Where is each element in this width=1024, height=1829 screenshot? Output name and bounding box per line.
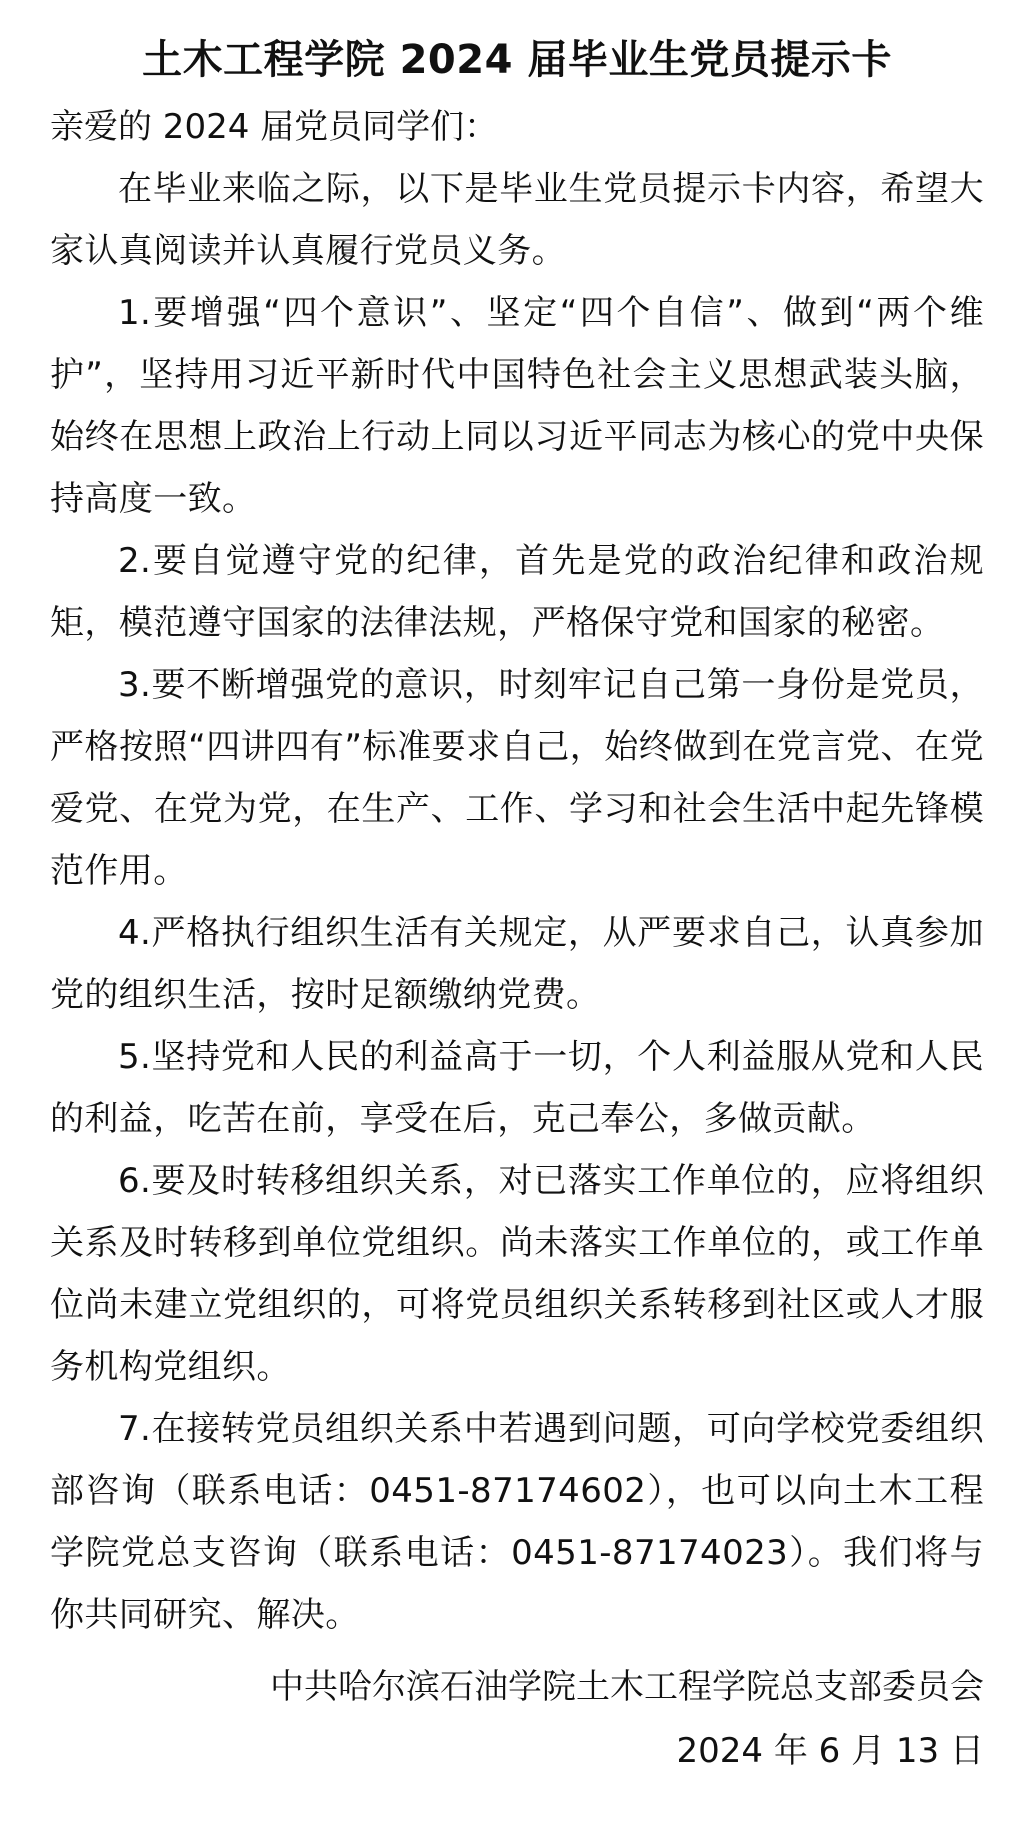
document-title: 土木工程学院 2024 届毕业生党员提示卡 bbox=[142, 37, 892, 83]
salutation: 亲爱的 2024 届党员同学们： bbox=[50, 107, 499, 147]
list-item-5: 5.坚持党和人民的利益高于一切，个人利益服从党和人民的利益，吃苦在前，享受在后，克己奉公，多做贡献。 bbox=[50, 1037, 984, 1139]
list-item-4: 4.严格执行组织生活有关规定，从严要求自己，认真参加党的组织生活，按时足额缴纳党费。 bbox=[50, 913, 984, 1015]
list-item-1: 1.要增强“四个意识”、坚定“四个自信”、做到“两个维护”，坚持用习近平新时代中国特色社会主义思想武装头脑，始终在思想上政治上行动上同以习近平同志为核心的党中央保持高度一致。 bbox=[50, 293, 984, 519]
signature: 中共哈尔滨石油学院土木工程学院总支部委员会 bbox=[270, 1667, 984, 1707]
list-item-7: 7.在接转党员组织关系中若遇到问题，可向学校党委组织部咨询（联系电话：0451-87174602），也可以向土木工程学院党总支咨询（联系电话：0451-87174023）。我们将与你共同研究、解决。 bbox=[50, 1409, 984, 1635]
date: 2024 年 6 月 13 日 bbox=[676, 1731, 984, 1771]
list-item-3: 3.要不断增强党的意识，时刻牢记自己第一身份是党员，严格按照“四讲四有”标准要求自己，始终做到在党言党、在党爱党、在党为党，在生产、工作、学习和社会生活中起先锋模范作用。 bbox=[50, 665, 984, 891]
list-item-6: 6.要及时转移组织关系，对已落实工作单位的，应将组织关系及时转移到单位党组织。尚未落实工作单位的，或工作单位尚未建立党组织的，可将党员组织关系转移到社区或人才服务机构党组织。 bbox=[50, 1161, 984, 1387]
list-item-2: 2.要自觉遵守党的纪律，首先是党的政治纪律和政治规矩，模范遵守国家的法律法规，严格保守党和国家的秘密。 bbox=[50, 541, 984, 643]
intro-paragraph: 在毕业来临之际，以下是毕业生党员提示卡内容，希望大家认真阅读并认真履行党员义务。 bbox=[50, 169, 984, 271]
